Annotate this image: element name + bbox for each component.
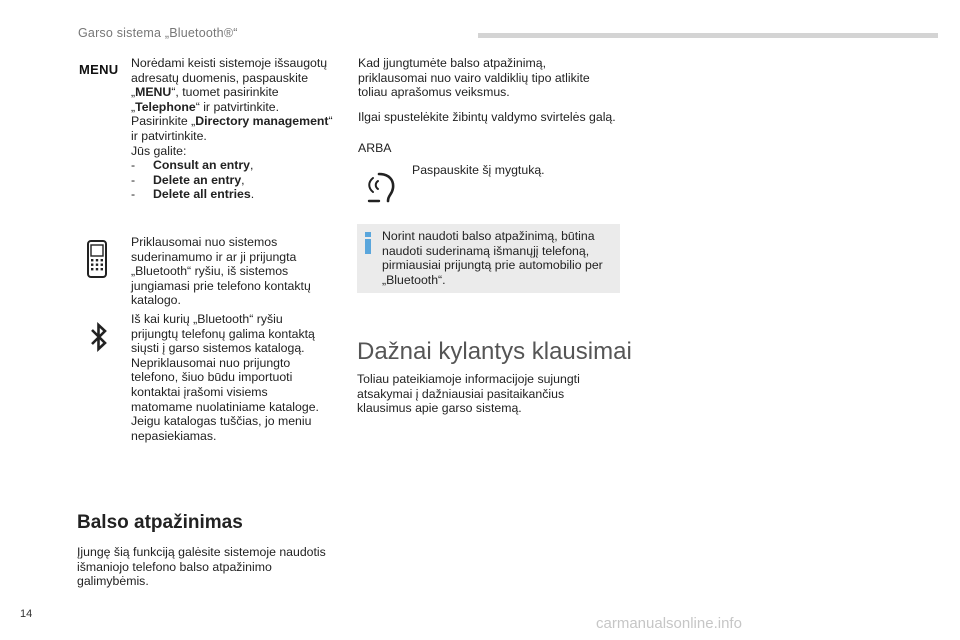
directory-paragraph: Norėdami keisti sistemoje išsaugotų adresatų duomenis, paspauskite „MENU“, tuomet pasirinkite „Telephone“ ir patvirtinkite. Pasirinkite „Directory management“ ir patvirtinkite.	[131, 56, 333, 143]
header-bar	[478, 33, 938, 38]
watermark: carmanualsonline.info	[596, 615, 742, 632]
contact-import-paragraph: Iš kai kurių „Bluetooth“ ryšiu prijungtų telefonų galima kontaktą siųsti į garso sistemos katalogą. Nepriklausomai nuo prijungto telefono, šiuo būdu importuoti kontaktai įrašomi visiems matomame nuolatiniame kataloge. Jeigu katalogas tuščias, jo meniu nepasiekiamas.	[131, 312, 319, 443]
press-button-text: Paspauskite šį mygtuką.	[412, 163, 545, 177]
directory-options-list	[131, 158, 336, 202]
info-icon	[365, 232, 371, 254]
voice-recognition-intro: Įjungę šią funkciją galėsite sistemoje naudotis išmaniojo telefono balso atpažinimo galimybėmis.	[77, 545, 326, 589]
header-title: Garso sistema „Bluetooth®“	[78, 26, 238, 40]
list-item: - Delete all entries.	[131, 187, 255, 202]
activation-paragraph: Kad įjungtumėte balso atpažinimą, priklausomai nuo vairo valdiklių tipo atlikite toliau aprašomus veiksmus.	[358, 56, 590, 100]
list-item: - Consult an entry,	[131, 158, 254, 173]
bluetooth-icon	[89, 322, 109, 352]
list-item: - Delete an entry,	[131, 172, 245, 187]
phone-icon	[86, 240, 108, 278]
compatibility-paragraph: Priklausomai nuo sistemos suderinamumo ir ar ji prijungta „Bluetooth“ ryšiu, iš sistemos jungiamasi prie telefono kontaktų katalogo.	[131, 235, 311, 308]
long-press-paragraph: Ilgai spustelėkite žibintų valdymo svirtelės galą.	[358, 110, 616, 124]
menu-button-icon: MENU	[79, 62, 119, 77]
section-title-voice-recognition: Balso atpažinimas	[77, 512, 243, 533]
faq-intro: Toliau pateikiamoje informacijoje sujungti atsakymai į dažniausiai pasitaikančius klausimus apie garso sistemą.	[357, 372, 580, 416]
you-can-label: Jūs galite:	[131, 143, 187, 158]
info-box-text: Norint naudoti balso atpažinimą, būtina naudoti suderinamą išmanųjį telefoną, pirmiausiai prijungtą prie automobilio per „Bluetooth“.	[382, 229, 603, 287]
or-label: ARBA	[358, 141, 392, 155]
section-title-faq: Dažnai kylantys klausimai	[357, 338, 632, 365]
directory-instructions	[131, 56, 336, 202]
page-number: 14	[20, 608, 33, 620]
running-header	[78, 26, 238, 40]
voice-command-icon	[366, 168, 402, 204]
